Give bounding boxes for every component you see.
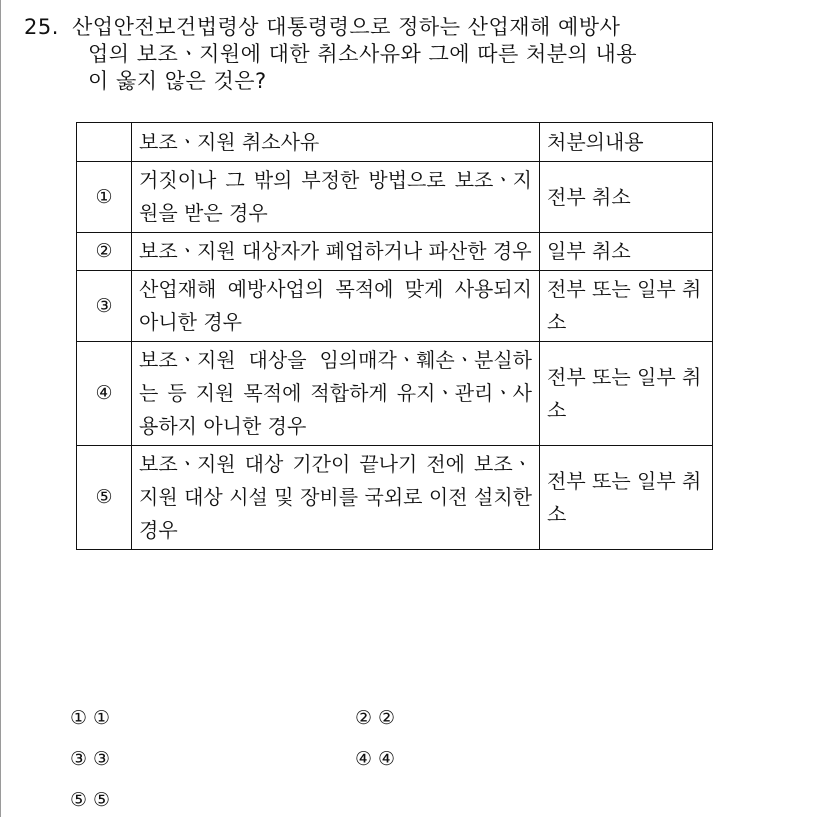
question-line-2: 업의 보조ㆍ지원에 대한 취소사유와 그에 따른 처분의 내용: [88, 42, 638, 66]
choice-marker: ②: [355, 707, 373, 729]
header-number: [77, 123, 132, 162]
row-reason: 보조ㆍ지원 대상 기간이 끝나기 전에 보조ㆍ지원 대상 시설 및 장비를 국외로 이전 설치한 경우: [132, 446, 540, 550]
question-stem: [24, 14, 784, 95]
row-number: ①: [77, 162, 132, 233]
header-reason: 보조ㆍ지원 취소사유: [132, 123, 540, 162]
row-action: 전부 또는 일부 취소: [540, 271, 713, 342]
table-row: [77, 162, 713, 233]
choice-1[interactable]: [70, 705, 110, 731]
row-reason: 거짓이나 그 밖의 부정한 방법으로 보조ㆍ지원을 받은 경우: [132, 162, 540, 233]
choice-row: [70, 787, 630, 828]
choice-text: ④: [378, 748, 396, 770]
choice-text: ②: [378, 707, 396, 729]
reason-table: [76, 122, 713, 550]
row-reason: 보조ㆍ지원 대상을 임의매각ㆍ훼손ㆍ분실하는 등 지원 목적에 적합하게 유지ㆍ관리ㆍ사용하지 아니한 경우: [132, 342, 540, 446]
answer-choices: [70, 705, 630, 828]
table-row: [77, 271, 713, 342]
choice-marker: ③: [70, 748, 88, 770]
row-action: 전부 취소: [540, 162, 713, 233]
row-number: ③: [77, 271, 132, 342]
question-text-line: 산업안전보건법령상 대통령령으로 정하는 산업재해 예방사: [72, 15, 621, 39]
row-action: 전부 또는 일부 취소: [540, 446, 713, 550]
row-number: ④: [77, 342, 132, 446]
choice-4[interactable]: [355, 746, 395, 772]
table-header-row: [77, 123, 713, 162]
row-reason: 산업재해 예방사업의 목적에 맞게 사용되지 아니한 경우: [132, 271, 540, 342]
row-number: ②: [77, 233, 132, 271]
question-line-3: 이 옳지 않은 것은?: [88, 69, 267, 93]
choice-text: ⑤: [93, 789, 111, 811]
choice-marker: ④: [355, 748, 373, 770]
table-row: [77, 342, 713, 446]
choice-5[interactable]: [70, 787, 110, 813]
row-number: ⑤: [77, 446, 132, 550]
page-left-border: [0, 0, 1, 817]
table-row: [77, 233, 713, 271]
row-reason: 보조ㆍ지원 대상자가 폐업하거나 파산한 경우: [132, 233, 540, 271]
table-row: [77, 446, 713, 550]
question-line-1: [24, 14, 784, 41]
choice-marker: ①: [70, 707, 88, 729]
choice-text: ③: [93, 748, 111, 770]
choice-text: ①: [93, 707, 111, 729]
choice-3[interactable]: [70, 746, 110, 772]
row-action: 일부 취소: [540, 233, 713, 271]
choice-row: [70, 705, 630, 746]
row-action: 전부 또는 일부 취소: [540, 342, 713, 446]
question-number: 25.: [24, 15, 59, 39]
choice-marker: ⑤: [70, 789, 88, 811]
choice-row: [70, 746, 630, 787]
choice-2[interactable]: [355, 705, 395, 731]
header-action: 처분의내용: [540, 123, 713, 162]
